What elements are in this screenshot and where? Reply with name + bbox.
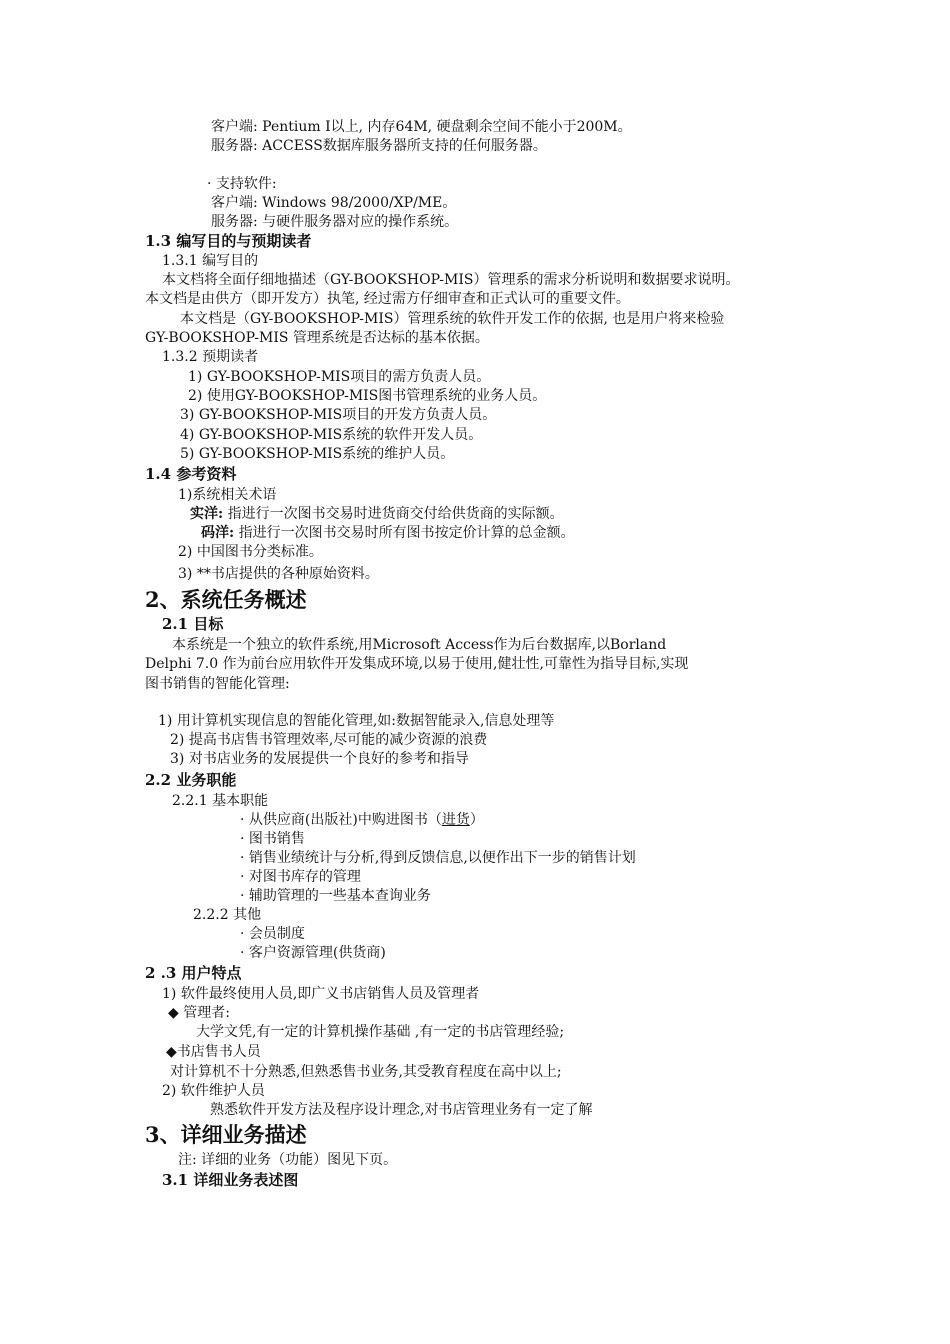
reference-item: 1)系统相关术语 (178, 487, 277, 503)
function-text: · 从供应商(出版社)中购进图书（ (240, 812, 442, 828)
paragraph-line: 本文档将全面仔细地描述（GY-BOOKSHOP-MIS）管理系的需求分析说明和数据要求说明。 (162, 272, 740, 288)
paragraph-line: GY-BOOKSHOP-MIS 管理系统是否达标的基本依据。 (145, 330, 489, 346)
user-type: ◆书店售书人员 (166, 1044, 261, 1060)
function-item: · 图书销售 (240, 831, 305, 847)
chapter-3-heading: 3、详细业务描述 (145, 1122, 307, 1147)
section-1-4-heading: 1.4 参考资料 (145, 465, 237, 483)
section-1-3-2-heading: 1.3.2 预期读者 (162, 349, 259, 365)
paragraph-line: 图书销售的智能化管理: (145, 676, 290, 692)
term-definition (201, 524, 575, 542)
other-item: · 客户资源管理(供货商) (240, 945, 386, 961)
server-software-line: 服务器: 与硬件服务器对应的操作系统。 (211, 214, 459, 230)
term-text: 指进行一次图书交易时进货商交付给供货商的实际额。 (223, 506, 564, 522)
client-software-line: 客户端: Windows 98/2000/XP/ME。 (211, 195, 457, 211)
client-hardware-line: 客户端: Pentium Ⅰ以上, 内存64M, 硬盘剩余空间不能小于200M。 (211, 119, 632, 135)
note-line: 注: 详细的业务（功能）图见下页。 (178, 1152, 398, 1168)
other-item: · 会员制度 (240, 926, 305, 942)
section-2-2-2-heading: 2.2.2 其他 (193, 907, 262, 923)
section-2-2-heading: 2.2 业务职能 (145, 771, 237, 789)
paragraph-line: 本文档是（GY-BOOKSHOP-MIS）管理系统的软件开发工作的依据, 也是用户将来检验 (180, 311, 725, 327)
section-1-3-1-heading: 1.3.1 编写目的 (162, 253, 259, 269)
reader-item: 3) GY-BOOKSHOP-MIS项目的开发方负责人员。 (180, 407, 497, 423)
user-description: 对计算机不十分熟悉,但熟悉售书业务,其受教育程度在高中以上; (170, 1064, 562, 1080)
function-item: · 辅助管理的一些基本查询业务 (240, 888, 431, 904)
user-type: ◆ 管理者: (168, 1005, 230, 1021)
reader-item: 1) GY-BOOKSHOP-MIS项目的需方负责人员。 (188, 369, 491, 385)
term-label: 实洋: (190, 506, 224, 522)
user-description: 大学文凭,有一定的计算机操作基础 ,有一定的书店管理经验; (196, 1024, 565, 1040)
reader-item: 4) GY-BOOKSHOP-MIS系统的软件开发人员。 (180, 427, 483, 443)
term-text: 指进行一次图书交易时所有图书按定价计算的总金额。 (234, 525, 575, 541)
paragraph-line: 本系统是一个独立的软件系统,用Microsoft Access作为后台数据库,以Borland (172, 637, 667, 653)
goal-item: 1) 用计算机实现信息的智能化管理,如:数据智能录入,信息处理等 (158, 713, 555, 729)
function-item: · 销售业绩统计与分析,得到反馈信息,以便作出下一步的销售计划 (240, 850, 636, 866)
paragraph-line: Delphi 7.0 作为前台应用软件开发集成环境,以易于使用,健壮性,可靠性为指导目标,实现 (145, 656, 689, 672)
goal-item: 3) 对书店业务的发展提供一个良好的参考和指导 (170, 751, 469, 767)
term-label: 码洋: (201, 525, 235, 541)
user-description: 熟悉软件开发方法及程序设计理念,对书店管理业务有一定了解 (210, 1102, 593, 1118)
function-text: ） (469, 812, 484, 828)
goal-item: 2) 提高书店售书管理效率,尽可能的减少资源的浪费 (170, 732, 488, 748)
reference-item: 3) **书店提供的各种原始资料。 (178, 566, 379, 582)
section-3-1-heading: 3.1 详细业务表述图 (162, 1171, 299, 1189)
reference-item: 2) 中国图书分类标准。 (178, 544, 323, 560)
user-item: 2) 软件维护人员 (162, 1083, 265, 1099)
reader-item: 2) 使用GY-BOOKSHOP-MIS图书管理系统的业务人员。 (188, 388, 547, 404)
function-link-text: 进货 (441, 812, 470, 828)
function-item (240, 811, 484, 829)
section-2-1-heading: 2.1 目标 (162, 615, 224, 633)
support-software-heading: · 支持软件: (207, 176, 277, 192)
section-1-3-heading: 1.3 编写目的与预期读者 (145, 232, 312, 250)
term-definition (190, 505, 564, 523)
reader-item: 5) GY-BOOKSHOP-MIS系统的维护人员。 (180, 446, 455, 462)
function-item: · 对图书库存的管理 (240, 869, 361, 885)
section-2-2-1-heading: 2.2.1 基本职能 (172, 793, 269, 809)
paragraph-line: 本文档是由供方（即开发方）执笔, 经过需方仔细审查和正式认可的重要文件。 (145, 291, 630, 307)
user-item: 1) 软件最终使用人员,即广义书店销售人员及管理者 (162, 986, 480, 1002)
server-hardware-line: 服务器: ACCESS数据库服务器所支持的任何服务器。 (211, 138, 547, 154)
chapter-2-heading: 2、系统任务概述 (145, 587, 307, 612)
section-2-3-heading: 2 .3 用户特点 (145, 964, 242, 982)
